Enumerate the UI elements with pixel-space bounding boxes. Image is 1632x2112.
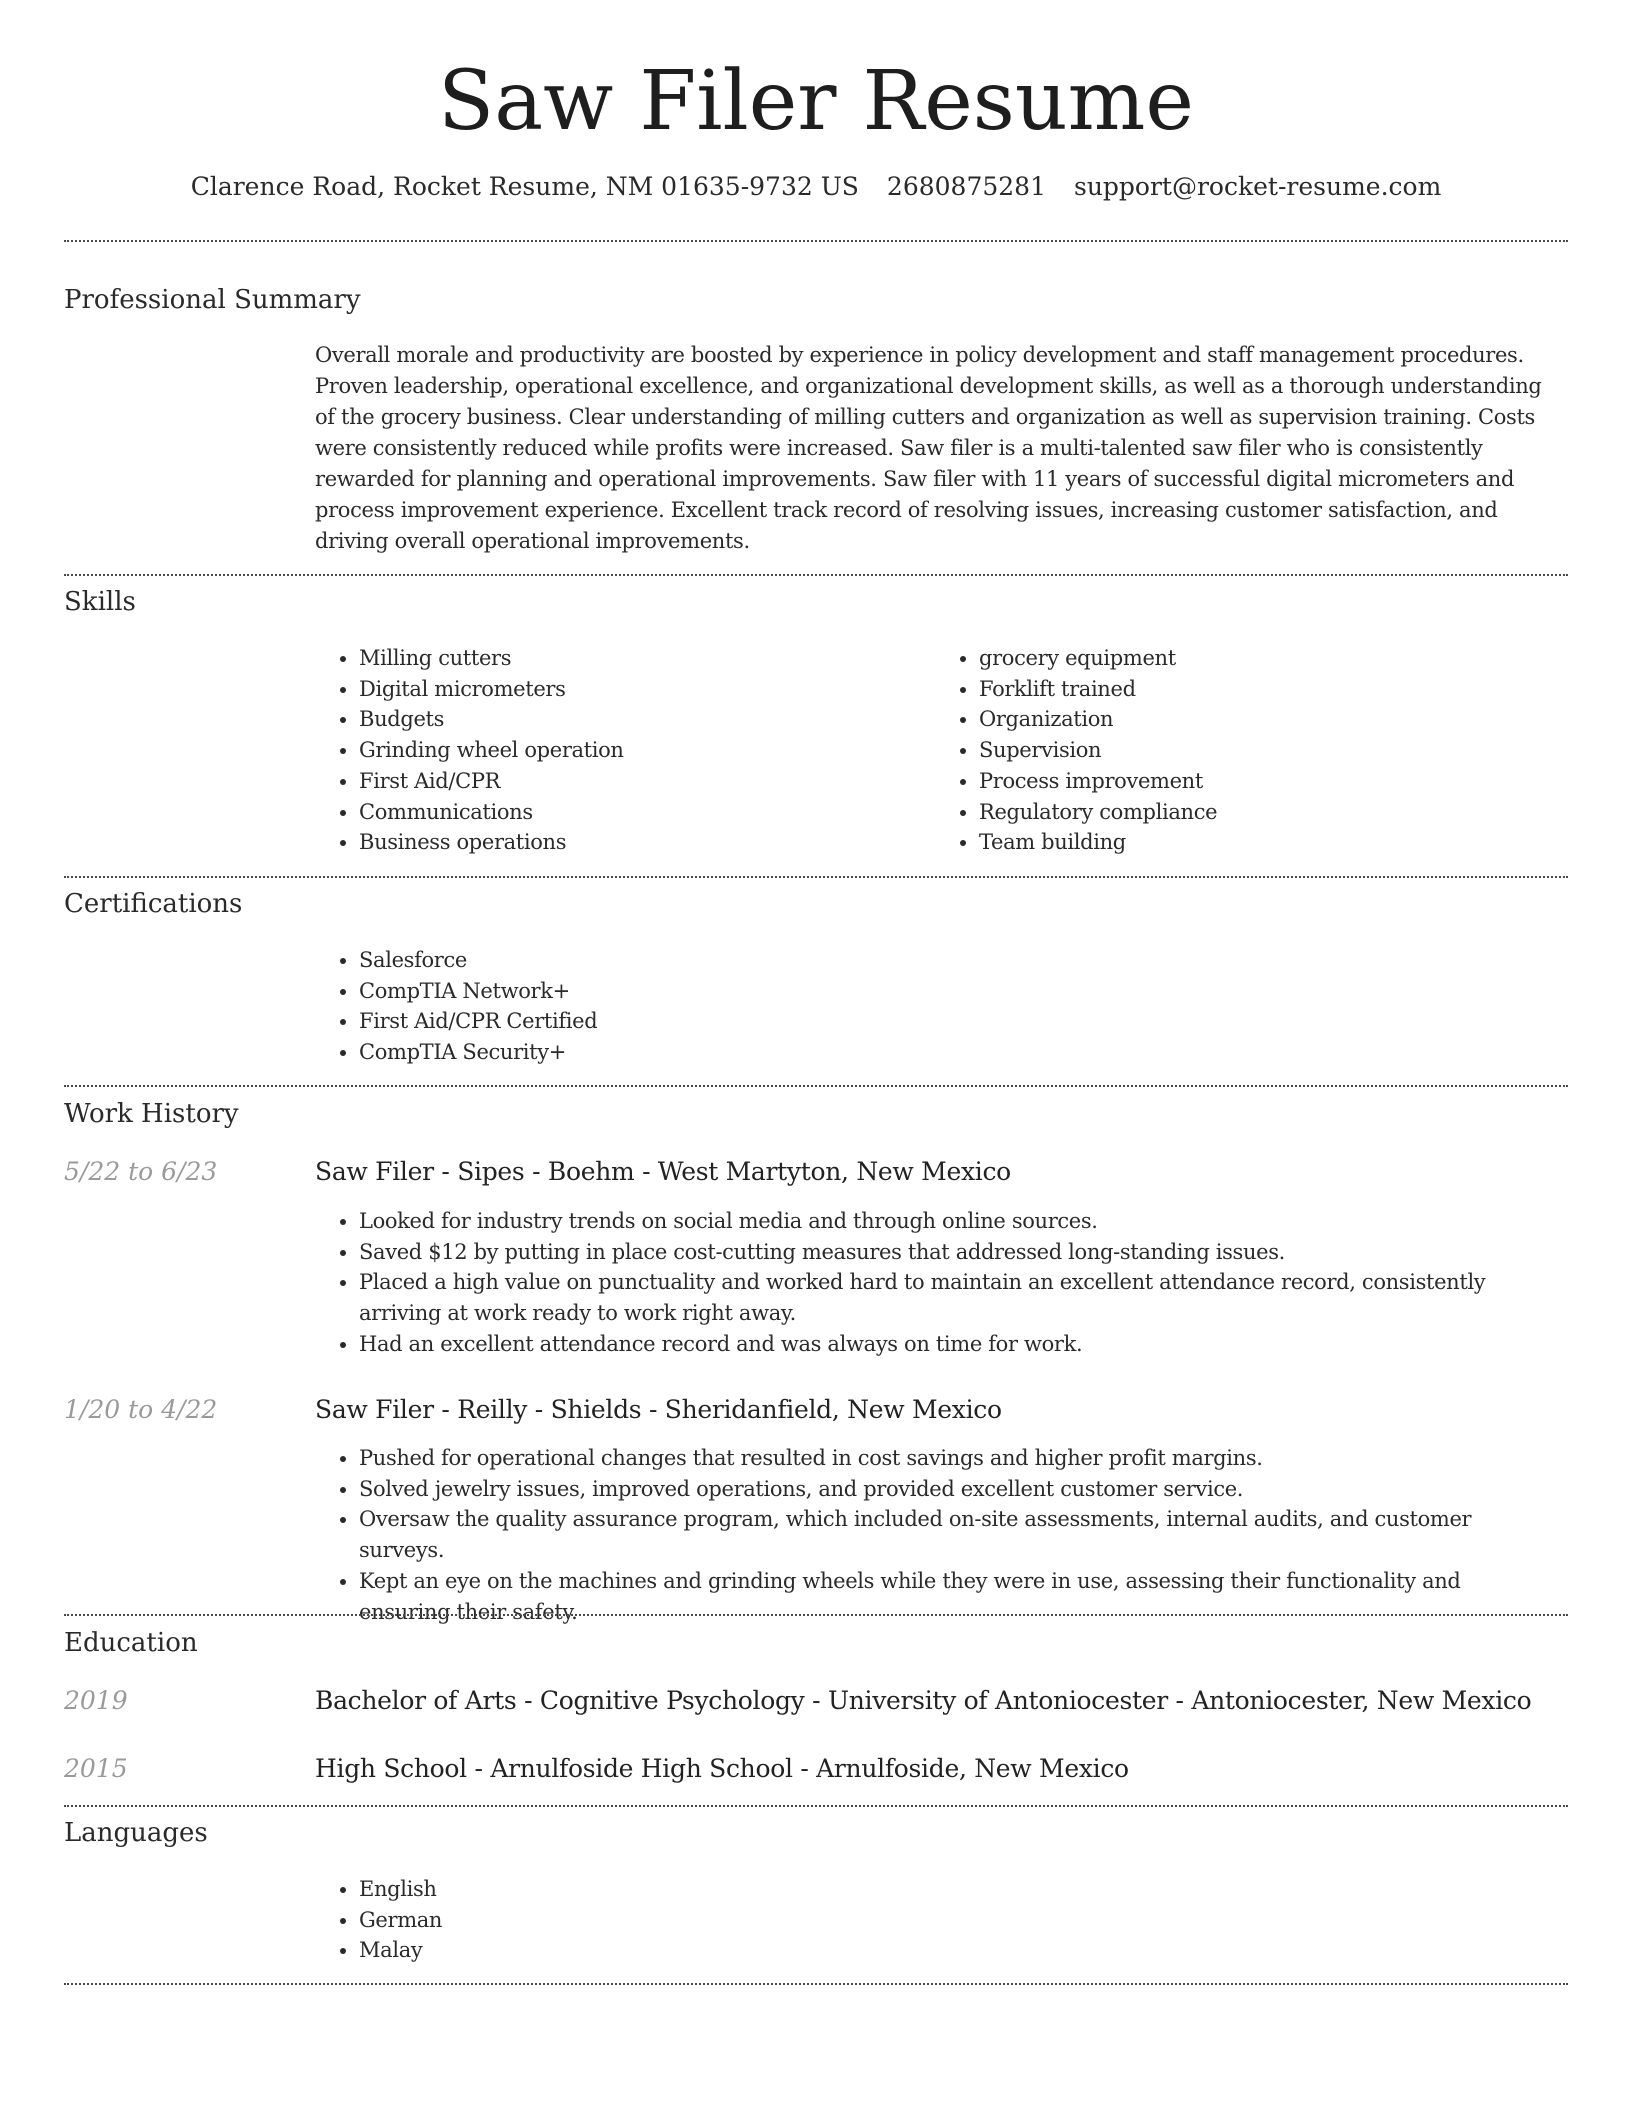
- certifications-list: [315, 945, 1555, 1068]
- phone: 2680875281: [886, 172, 1046, 201]
- education-year: 2015: [64, 1754, 128, 1783]
- list-item: • Salesforce: [359, 945, 1555, 976]
- list-item: • Saved $12 by putting in place cost-cutting measures that addressed long-standing issues.: [359, 1237, 1555, 1268]
- education-entry: High School - Arnulfoside High School - Arnulfoside, New Mexico: [315, 1754, 1129, 1783]
- divider: [64, 876, 1568, 878]
- certifications-heading: Certifications: [64, 889, 243, 919]
- list-item: • Had an excellent attendance record and was always on time for work.: [359, 1329, 1555, 1360]
- job-dates: 5/22 to 6/23: [64, 1157, 218, 1186]
- contact-line: [0, 170, 1632, 204]
- list-item: • Regulatory compliance: [979, 797, 1555, 828]
- list-item: • Looked for industry trends on social media and through online sources.: [359, 1206, 1555, 1237]
- list-item: • Supervision: [979, 735, 1555, 766]
- skills-list: [315, 643, 1555, 858]
- education-heading: Education: [64, 1628, 198, 1658]
- list-item: • Malay: [359, 1935, 1555, 1966]
- list-item: • Kept an eye on the machines and grinding wheels while they were in use, assessing their functionality and ensuring their safety.: [359, 1566, 1555, 1627]
- list-item: • CompTIA Security+: [359, 1037, 1555, 1068]
- list-item: • Business operations: [359, 827, 935, 858]
- list-item: • Organization: [979, 704, 1555, 735]
- list-item: • Oversaw the quality assurance program, which included on-site assessments, internal audits, and customer surveys.: [359, 1504, 1555, 1565]
- list-item: • Digital micrometers: [359, 674, 935, 705]
- list-item: • Grinding wheel operation: [359, 735, 935, 766]
- skills-left-column: [315, 643, 935, 858]
- languages-list: [315, 1874, 1555, 1966]
- skills-right-column: [935, 643, 1555, 858]
- summary-text: Overall morale and productivity are boosted by experience in policy development and staff management procedures. Proven leadership, operational excellence, and organizational development skills, as well as a thorough understanding of the grocery business. Clear understanding of milling cutters and organization as well as supervision training. Costs were consistently reduced while profits were increased. Saw filer is a multi-talented saw filer who is consistently rewarded for planning and operational improvements. Saw filer with 11 years of successful digital micrometers and process improvement experience. Excellent track record of resolving issues, increasing customer satisfaction, and driving overall operational improvements.: [315, 343, 1542, 553]
- work-history-heading: Work History: [64, 1099, 239, 1129]
- list-item: • Solved jewelry issues, improved operations, and provided excellent customer service.: [359, 1474, 1555, 1505]
- divider: [64, 1805, 1568, 1807]
- job-title: Saw Filer - Sipes - Boehm - West Martyton, New Mexico: [315, 1157, 1011, 1186]
- list-item: • English: [359, 1874, 1555, 1905]
- divider: [64, 1614, 1568, 1616]
- job-title: Saw Filer - Reilly - Shields - Sheridanfield, New Mexico: [315, 1395, 1002, 1424]
- list-item: • CompTIA Network+: [359, 976, 1555, 1007]
- divider: [64, 240, 1568, 242]
- list-item: • grocery equipment: [979, 643, 1555, 674]
- job-bullets: [315, 1443, 1555, 1627]
- list-item: • Placed a high value on punctuality and worked hard to maintain an excellent attendance record, consistently arriving at work ready to work right away.: [359, 1267, 1555, 1328]
- list-item: • First Aid/CPR Certified: [359, 1006, 1555, 1037]
- divider: [64, 1983, 1568, 1985]
- list-item: • Team building: [979, 827, 1555, 858]
- education-entry: Bachelor of Arts - Cognitive Psychology - University of Antoniocester - Antoniocester, New Mexico: [315, 1686, 1532, 1715]
- summary-heading: Professional Summary: [64, 285, 361, 315]
- divider: [64, 574, 1568, 576]
- list-item: • Pushed for operational changes that resulted in cost savings and higher profit margins.: [359, 1443, 1555, 1474]
- list-item: • Budgets: [359, 704, 935, 735]
- job-bullets: [315, 1206, 1555, 1360]
- address: Clarence Road, Rocket Resume, NM 01635-9732 US: [190, 172, 859, 201]
- languages-heading: Languages: [64, 1818, 208, 1848]
- list-item: • Process improvement: [979, 766, 1555, 797]
- list-item: • Milling cutters: [359, 643, 935, 674]
- list-item: • Communications: [359, 797, 935, 828]
- list-item: • Forklift trained: [979, 674, 1555, 705]
- list-item: • German: [359, 1905, 1555, 1936]
- email: support@rocket-resume.com: [1073, 172, 1442, 201]
- education-year: 2019: [64, 1686, 128, 1715]
- resume-title: Saw Filer Resume: [438, 54, 1194, 149]
- list-item: • First Aid/CPR: [359, 766, 935, 797]
- skills-heading: Skills: [64, 587, 136, 617]
- job-dates: 1/20 to 4/22: [64, 1395, 218, 1424]
- divider: [64, 1085, 1568, 1087]
